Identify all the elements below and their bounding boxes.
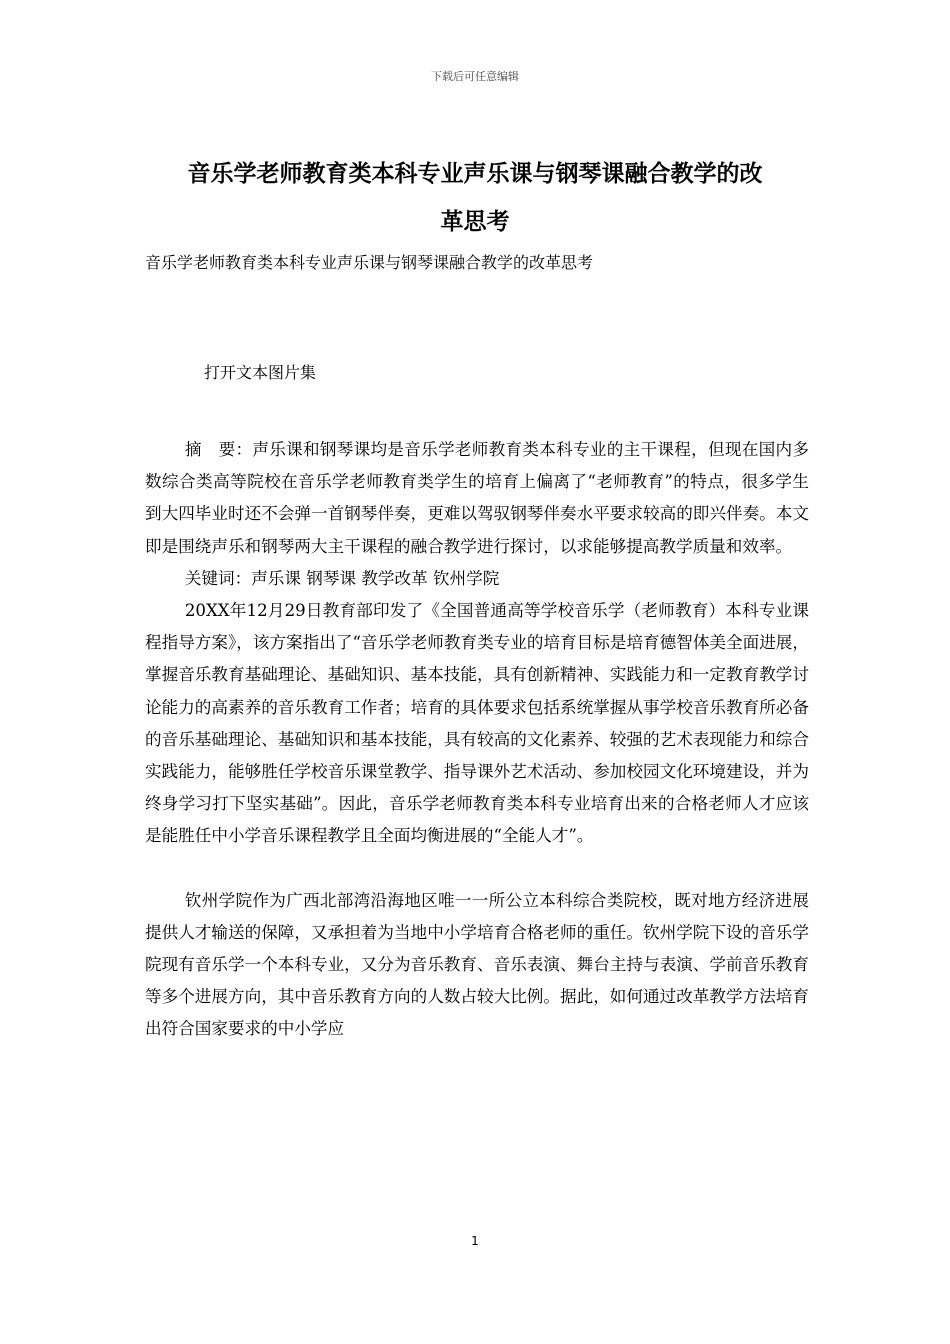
open-image-gallery-link[interactable]: 打开文本图片集: [204, 363, 317, 382]
page-header: 下载后可任意编辑: [431, 70, 519, 83]
body-paragraph: 20XX年12月29日教育部印发了《全国普通高等学校音乐学（老师教育）本科专业课程指导方案》，该方案指出了“音乐学老师教育类专业的培育目标是培育德智体美全面进展，掌握音乐教育基础理论、基础知识、基本技能，具有创新精神、实践能力和一定教育教学讨论能力的高素养的音乐教育工作者；培育的具体要求包括系统掌握从事学校音乐教育所必备的音乐基础理论、基础知识和基本技能，具有较高的文化素养、较强的艺术表现能力和综合实践能力，能够胜任学校音乐课堂教学、指导课外艺术活动、参加校园文化环境建设，并为终身学习打下坚实基础”。因此，音乐学老师教育类本科专业培育出来的合格老师人才应该是能胜任中小学音乐课程教学且全面均衡进展的“全能人才”。: [145, 601, 809, 846]
page-number: 1: [471, 1234, 479, 1248]
document-title: [120, 150, 830, 246]
title-line-1: 音乐学老师教育类本科专业声乐课与钢琴课融合教学的改: [187, 160, 763, 187]
document-subtitle: 音乐学老师教育类本科专业声乐课与钢琴课融合教学的改革思考: [145, 253, 594, 272]
body-paragraph: 钦州学院作为广西北部湾沿海地区唯一一所公立本科综合类院校，既对地方经济进展提供人才输送的保障，又承担着为当地中小学培育合格老师的重任。钦州学院下设的音乐学院现有音乐学一个本科专业，又分为音乐教育、音乐表演、舞台主持与表演、学前音乐教育等多个进展方向，其中音乐教育方向的人数占较大比例。据此，如何通过改革教学方法培育出符合国家要求的中小学应: [145, 890, 809, 1039]
abstract-paragraph: 摘 要：声乐课和钢琴课均是音乐学老师教育类本科专业的主干课程，但现在国内多数综合类高等院校在音乐学老师教育类学生的培育上偏离了“老师教育”的特点，很多学生到大四毕业时还不会弹一首钢琴伴奏，更难以驾驭钢琴伴奏水平要求较高的即兴伴奏。本文即是围绕声乐和钢琴两大主干课程的融合教学进行探讨，以求能够提高教学质量和效率。: [145, 440, 809, 556]
document-body: [145, 434, 809, 1046]
keywords-paragraph: 关键词：声乐课 钢琴课 教学改革 钦州学院: [184, 568, 500, 588]
title-line-2: 革思考: [440, 208, 510, 235]
